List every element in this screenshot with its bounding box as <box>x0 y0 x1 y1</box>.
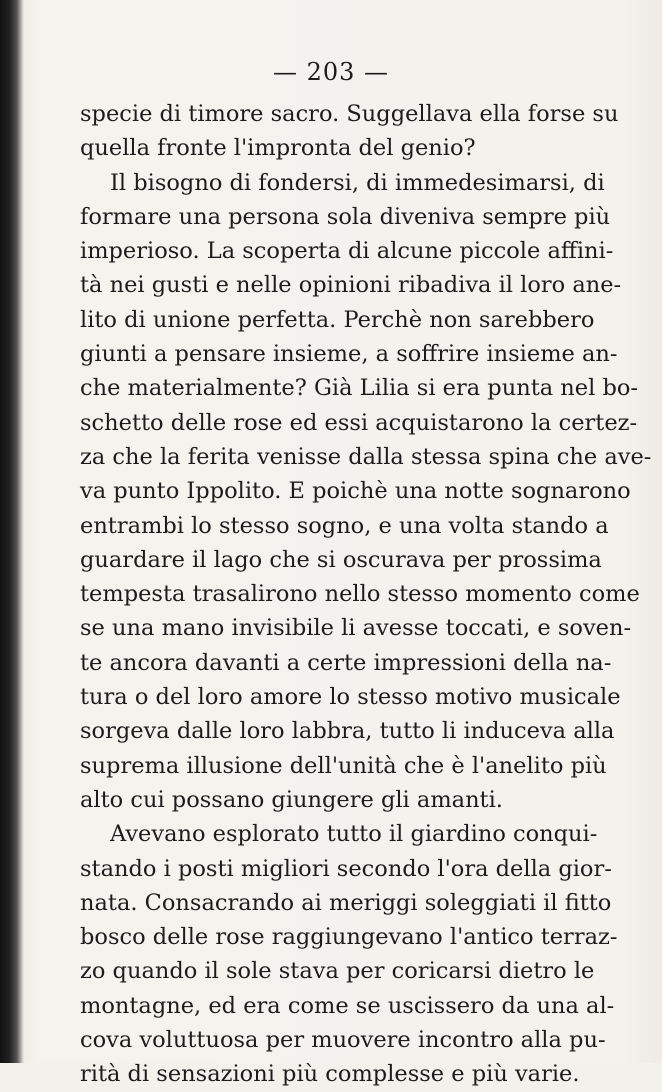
text-line: tempesta trasalirono nello stesso momento come <box>80 581 640 608</box>
text-line: nata. Consacrando ai meriggi soleggiati il fitto <box>80 889 612 916</box>
text-line: formare una persona sola diveniva sempre più <box>80 203 611 230</box>
text-line: che materialmente? Già Lilia si era punta nel bo- <box>80 375 639 402</box>
text-line: lito di unione perfetta. Perchè non sarebbero <box>80 306 595 333</box>
text-line: imperioso. La scoperta di alcune piccole affini- <box>80 238 614 265</box>
text-line: Avevano esplorato tutto il giardino conqui- <box>110 821 598 848</box>
text-line: sorgeva dalle loro labbra, tutto li induceva alla <box>80 718 615 745</box>
text-line: va punto Ippolito. E poichè una notte sognarono <box>80 478 631 505</box>
text-line: giunti a pensare insieme, a soffrire insieme an- <box>80 341 618 368</box>
text-line: te ancora davanti a certe impressioni della na- <box>80 649 612 676</box>
text-line: suprema illusione dell'unità che è l'anelito più <box>80 752 607 779</box>
text-line: schetto delle rose ed essi acquistarono la certez- <box>80 409 638 436</box>
text-line: quella fronte l'impronta del genio? <box>80 135 476 162</box>
text-line: se una mano invisibile li avesse toccati, e soven- <box>80 615 632 642</box>
text-line: Il bisogno di fondersi, di immedesimarsi, di <box>110 169 605 196</box>
text-line: zo quando il sole stava per coricarsi dietro le <box>80 958 595 985</box>
text-line: bosco delle rose raggiungevano l'antico terraz- <box>80 924 618 951</box>
body-text <box>80 97 652 1092</box>
text-line: specie di timore sacro. Suggellava ella forse su <box>80 101 619 127</box>
text-line: cova voluttuosa per muovere incontro alla pu- <box>80 1027 606 1054</box>
text-line: tà nei gusti e nelle opinioni ribadiva il loro ane- <box>80 272 622 299</box>
text-line: montagne, ed era come se uscissero da una al- <box>80 992 615 1019</box>
text-line: guardare il lago che si oscurava per prossima <box>80 546 602 573</box>
text-line: tura o del loro amore lo stesso motivo musicale <box>80 684 621 711</box>
binding-edge <box>0 0 24 1063</box>
page-number: — 203 — <box>272 58 390 86</box>
text-line: rità di sensazioni più complesse e più varie. <box>80 1061 580 1088</box>
text-line: alto cui possano giungere gli amanti. <box>80 786 503 813</box>
text-line: stando i posti migliori secondo l'ora della gior- <box>80 855 612 882</box>
text-line: entrambi lo stesso sogno, e una volta stando a <box>80 512 609 539</box>
text-line: za che la ferita venisse dalla stessa spina che ave- <box>80 443 652 470</box>
